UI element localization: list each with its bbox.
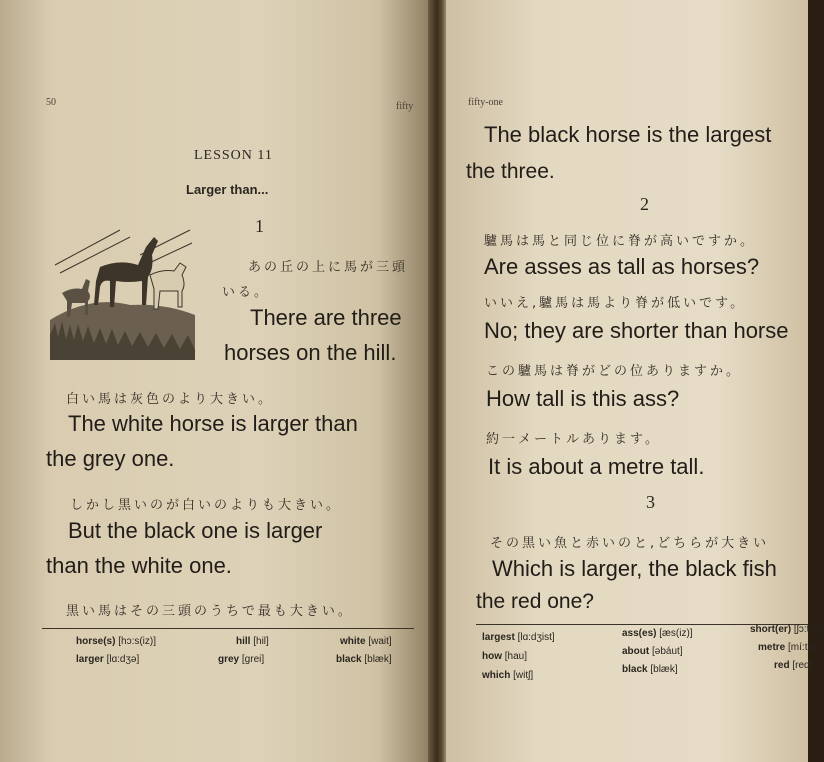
section-number-1: 1: [255, 216, 264, 236]
book-gutter: [428, 0, 448, 762]
vocab-item: white [wait]: [340, 636, 392, 647]
page-folio-word: fifty: [396, 101, 414, 112]
english-line-2b: the grey one.: [46, 446, 175, 471]
japanese-line-4: 黒い馬はその三頭のうちで最も大きい。: [66, 604, 354, 619]
section-number-3: 3: [646, 492, 655, 512]
english-line-r5: How tall is this ass?: [486, 386, 680, 411]
english-line-r8: the red one?: [476, 590, 594, 613]
page-folio-word: fifty-one: [468, 97, 503, 108]
english-line-1b: horses on the hill.: [224, 340, 397, 365]
vocab-item: which [witʃ]: [482, 670, 534, 681]
english-line-r1: The black horse is the largest: [484, 122, 772, 147]
english-line-3b: than the white one.: [46, 553, 232, 578]
vocab-item: larger [lɑ:dʒə]: [76, 654, 140, 665]
vocab-item: about [əbáut]: [622, 646, 683, 657]
japanese-line-r3: この驢馬は脊がどの位ありますか。: [486, 364, 743, 379]
japanese-line-r5: その黒い魚と赤いのと,どちらが大きい: [490, 536, 770, 551]
vocab-item: hill [hil]: [236, 636, 269, 647]
right-page: [446, 0, 824, 762]
japanese-line-1a: あの丘の上に馬が三頭: [248, 260, 409, 275]
japanese-line-r2: いいえ,驢馬は馬より脊が低いです。: [484, 296, 747, 311]
english-line-r6: It is about a metre tall.: [488, 454, 705, 479]
page-number: 50: [46, 97, 56, 108]
lesson-title: LESSON 11: [194, 148, 273, 163]
vocab-divider: [42, 628, 414, 629]
vocab-item: short(er) [ʃɔ:t(ə)]: [750, 624, 824, 635]
english-line-2a: The white horse is larger than: [68, 411, 358, 436]
vocab-item: how [hau]: [482, 651, 528, 662]
japanese-line-r1: 驢馬は馬と同じ位に脊が高いですか。: [484, 234, 757, 249]
vocab-item: grey [grei]: [218, 654, 265, 665]
section-number-2: 2: [640, 194, 649, 214]
english-line-r2: the three.: [466, 160, 555, 183]
japanese-line-r4: 約一メートルあります。: [486, 432, 661, 447]
vocab-item: red [red]: [774, 660, 813, 671]
japanese-line-2: 白い馬は灰色のより大きい。: [66, 392, 275, 407]
english-line-1a: There are three: [250, 305, 402, 330]
english-line-r4: No; they are shorter than horse: [484, 318, 789, 343]
japanese-line-1b: いる。: [222, 285, 271, 300]
english-line-3a: But the black one is larger: [68, 518, 323, 543]
vocab-item: black [blæk]: [336, 654, 392, 665]
vocab-item: ass(es) [æs(iz)]: [622, 628, 693, 639]
lesson-subtitle: Larger than...: [186, 182, 269, 197]
english-line-r3: Are asses as tall as horses?: [484, 254, 760, 279]
vocab-item: metre [mí:tə]: [758, 642, 816, 653]
japanese-line-3: しかし黒いのが白いのよりも大きい。: [70, 498, 343, 513]
vocab-item: black [blæk]: [622, 664, 678, 675]
horses-on-hill-illustration: [50, 225, 195, 360]
vocab-item: largest [lɑ:dʒist]: [482, 632, 555, 643]
english-line-r7: Which is larger, the black fish: [492, 556, 777, 581]
vocab-item: horse(s) [hɔ:s(iz)]: [76, 636, 157, 647]
